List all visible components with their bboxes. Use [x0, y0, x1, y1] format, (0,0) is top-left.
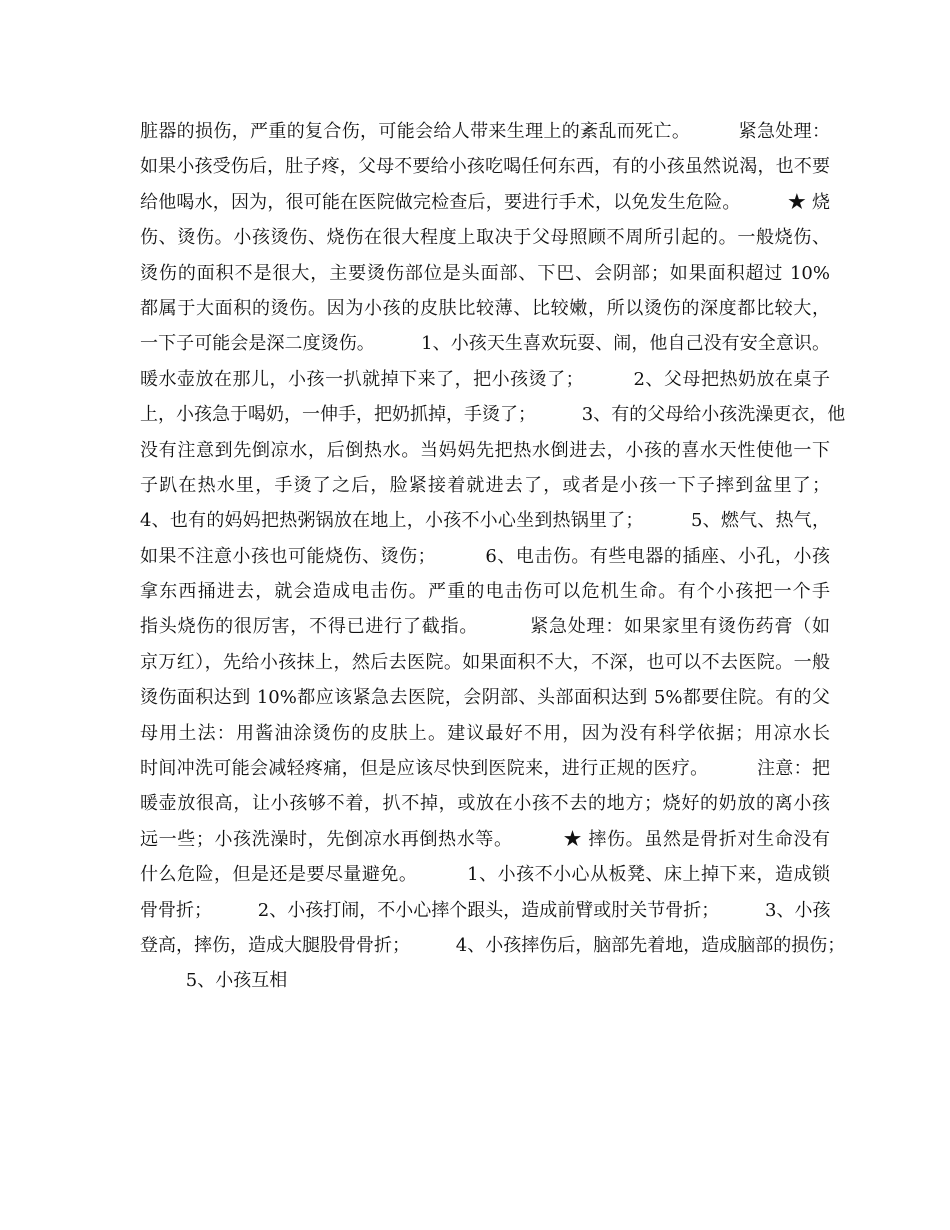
text-line: 时间冲洗可能会减轻疼痛，但是应该尽快到医院来，进行正规的医疗。 注意：把 [140, 758, 830, 780]
text-line: 拿东西捅进去，就会造成电击伤。严重的电击伤可以危机生命。有个小孩把一个手 [140, 581, 830, 603]
text-line: 一下子可能会是深二度烫伤。 1、小孩天生喜欢玩耍、闹，他自己没有安全意识。 [140, 333, 830, 355]
text-line: 什么危险，但是还是要尽量避免。 1、小孩不小心从板凳、床上掉下来，造成锁 [140, 864, 830, 886]
text-line: 暖水壶放在那儿，小孩一扒就掉下来了，把小孩烫了； 2、父母把热奶放在桌子 [140, 368, 830, 390]
text-line: 都属于大面积的烫伤。因为小孩的皮肤比较薄、比较嫩，所以烫伤的深度都比较大， [140, 297, 830, 319]
text-line: 母用土法：用酱油涂烫伤的皮肤上。建议最好不用，因为没有科学依据；用凉水长 [140, 722, 830, 744]
text-line: 4、也有的妈妈把热粥锅放在地上，小孩不小心坐到热锅里了； 5、燃气、热气， [140, 510, 830, 532]
body-text [140, 114, 846, 999]
text-line: 暖壶放很高，让小孩够不着，扒不掉，或放在小孩不去的地方；烧好的奶放的离小孩 [140, 793, 830, 815]
text-line: 如果不注意小孩也可能烧伤、烫伤； 6、电击伤。有些电器的插座、小孔，小孩 [140, 545, 830, 567]
text-line: 没有注意到先倒凉水，后倒热水。当妈妈先把热水倒进去，小孩的喜水天性使他一下 [140, 439, 830, 461]
text-line: 烫伤的面积不是很大，主要烫伤部位是头面部、下巴、会阴部；如果面积超过 10% [140, 262, 830, 284]
text-line: 登高，摔伤，造成大腿股骨骨折； 4、小孩摔伤后，脑部先着地，造成脑部的损伤； [140, 934, 846, 956]
text-line: 指头烧伤的很厉害，不得已进行了截指。 紧急处理：如果家里有烫伤药膏（如 [140, 616, 830, 638]
text-line: 伤、烫伤。小孩烫伤、烧伤在很大程度上取决于父母照顾不周所引起的。一般烧伤、 [140, 227, 830, 249]
text-line: 给他喝水，因为，很可能在医院做完检查后，要进行手术，以免发生危险。 ★ 烧 [140, 191, 830, 213]
text-line: 京万红），先给小孩抹上，然后去医院。如果面积不大，不深，也可以不去医院。一般 [140, 651, 830, 673]
text-line: 脏器的损伤，严重的复合伤，可能会给人带来生理上的紊乱而死亡。 紧急处理： [140, 121, 830, 142]
text-line: 如果小孩受伤后，肚子疼，父母不要给小孩吃喝任何东西，有的小孩虽然说渴，也不要 [140, 156, 830, 178]
text-line: 远一些；小孩洗澡时，先倒凉水再倒热水等。 ★ 摔伤。虽然是骨折对生命没有 [140, 828, 830, 850]
text-line: 5、小孩互相 [140, 970, 288, 992]
text-line: 子趴在热水里，手烫了之后，脸紧接着就进去了，或者是小孩一下子摔到盆里了； [140, 474, 830, 496]
text-line: 烫伤面积达到 10%都应该紧急去医院，会阴部、头部面积达到 5%都要住院。有的父 [140, 687, 830, 709]
text-line: 上，小孩急于喝奶，一伸手，把奶抓掉，手烫了； 3、有的父母给小孩洗澡更衣，他 [140, 404, 846, 426]
text-line: 骨骨折； 2、小孩打闹，不小心摔个跟头，造成前臂或肘关节骨折； 3、小孩 [140, 899, 831, 921]
